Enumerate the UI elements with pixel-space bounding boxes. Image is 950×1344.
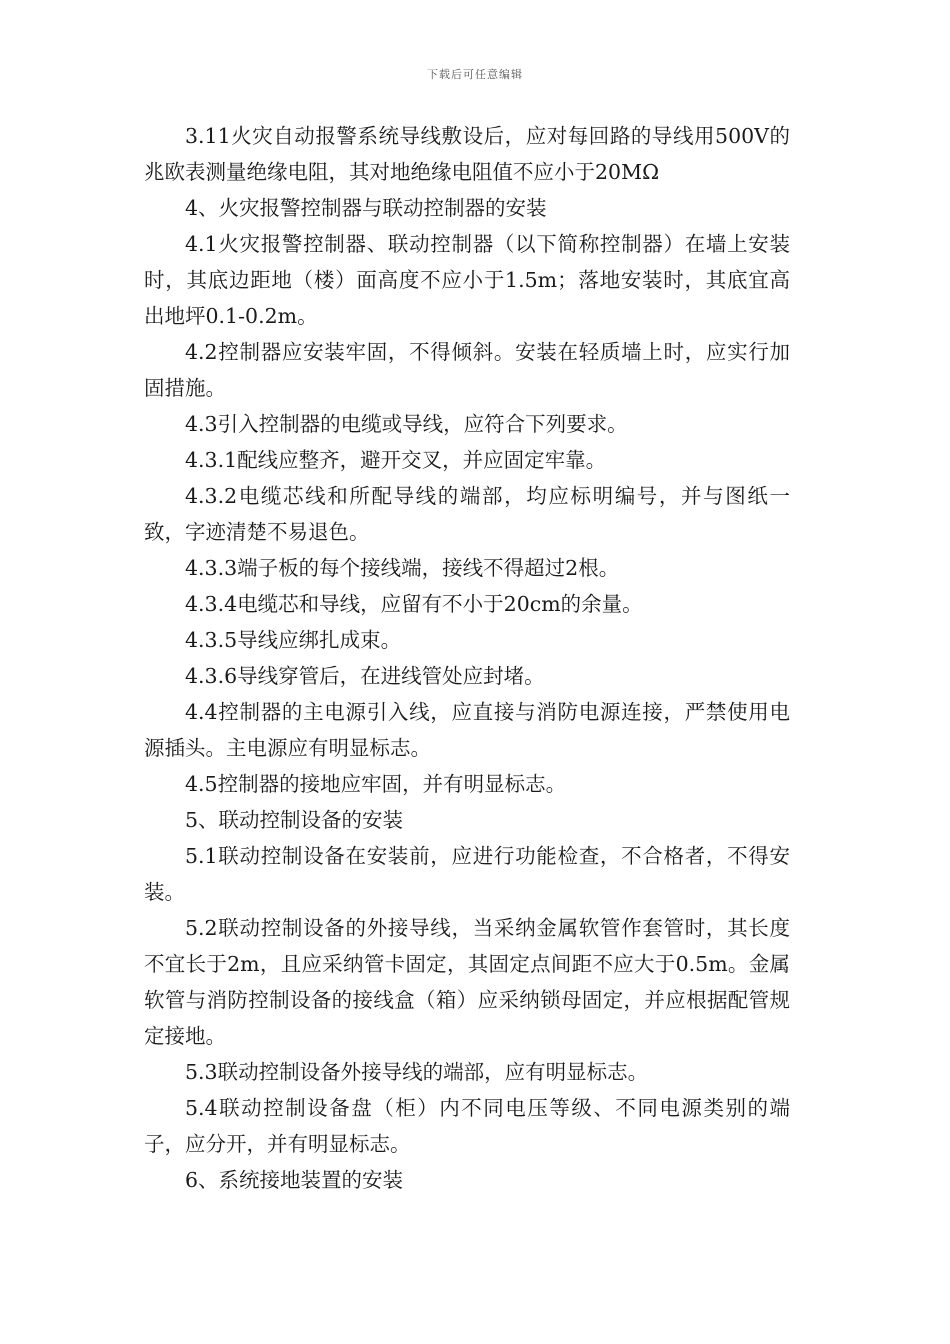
paragraph: 4.4控制器的主电源引入线，应直接与消防电源连接，严禁使用电源插头。主电源应有明显标志。 (144, 700, 790, 760)
paragraph: 4.3.3端子板的每个接线端，接线不得超过2根。 (185, 556, 620, 580)
paragraph: 3.11火灾自动报警系统导线敷设后，应对每回路的导线用500V的兆欧表测量绝缘电阻，其对地绝缘电阻值不应小于20MΩ (144, 124, 790, 184)
paragraph: 5.2联动控制设备的外接导线，当采纳金属软管作套管时，其长度不宜长于2m，且应采纳管卡固定，其固定点间距不应大于0.5m。金属软管与消防控制设备的接线盒（箱）应采纳锁母固定，并应根据配管规定接地。 (144, 916, 790, 1048)
section-heading: 4、火灾报警控制器与联动控制器的安装 (185, 196, 547, 220)
body-text (144, 118, 790, 1198)
paragraph: 4.1火灾报警控制器、联动控制器（以下简称控制器）在墙上安装时，其底边距地（楼）面高度不应小于1.5m；落地安装时，其底宜高出地坪0.1-0.2m。 (144, 232, 790, 328)
section-heading: 6、系统接地装置的安装 (185, 1168, 404, 1192)
paragraph: 4.3.4电缆芯和导线，应留有不小于20cm的余量。 (185, 592, 643, 616)
paragraph: 4.3.6导线穿管后，在进线管处应封堵。 (185, 664, 545, 688)
paragraph: 4.5控制器的接地应牢固，并有明显标志。 (185, 772, 567, 796)
paragraph: 4.3.1配线应整齐，避开交叉，并应固定牢靠。 (185, 448, 607, 472)
paragraph: 4.3引入控制器的电缆或导线，应符合下列要求。 (185, 412, 628, 436)
section-heading: 5、联动控制设备的安装 (185, 808, 404, 832)
header-note: 下载后可任意编辑 (427, 68, 523, 81)
paragraph: 4.3.5导线应绑扎成束。 (185, 628, 402, 652)
paragraph: 5.4联动控制设备盘（柜）内不同电压等级、不同电源类别的端子，应分开，并有明显标志。 (144, 1096, 790, 1156)
paragraph: 5.1联动控制设备在安装前，应进行功能检查，不合格者，不得安装。 (144, 844, 790, 904)
paragraph: 4.3.2电缆芯线和所配导线的端部，均应标明编号，并与图纸一致，字迹清楚不易退色。 (144, 484, 790, 544)
paragraph: 5.3联动控制设备外接导线的端部，应有明显标志。 (185, 1060, 649, 1084)
paragraph: 4.2控制器应安装牢固，不得倾斜。安装在轻质墙上时，应实行加固措施。 (144, 340, 790, 400)
